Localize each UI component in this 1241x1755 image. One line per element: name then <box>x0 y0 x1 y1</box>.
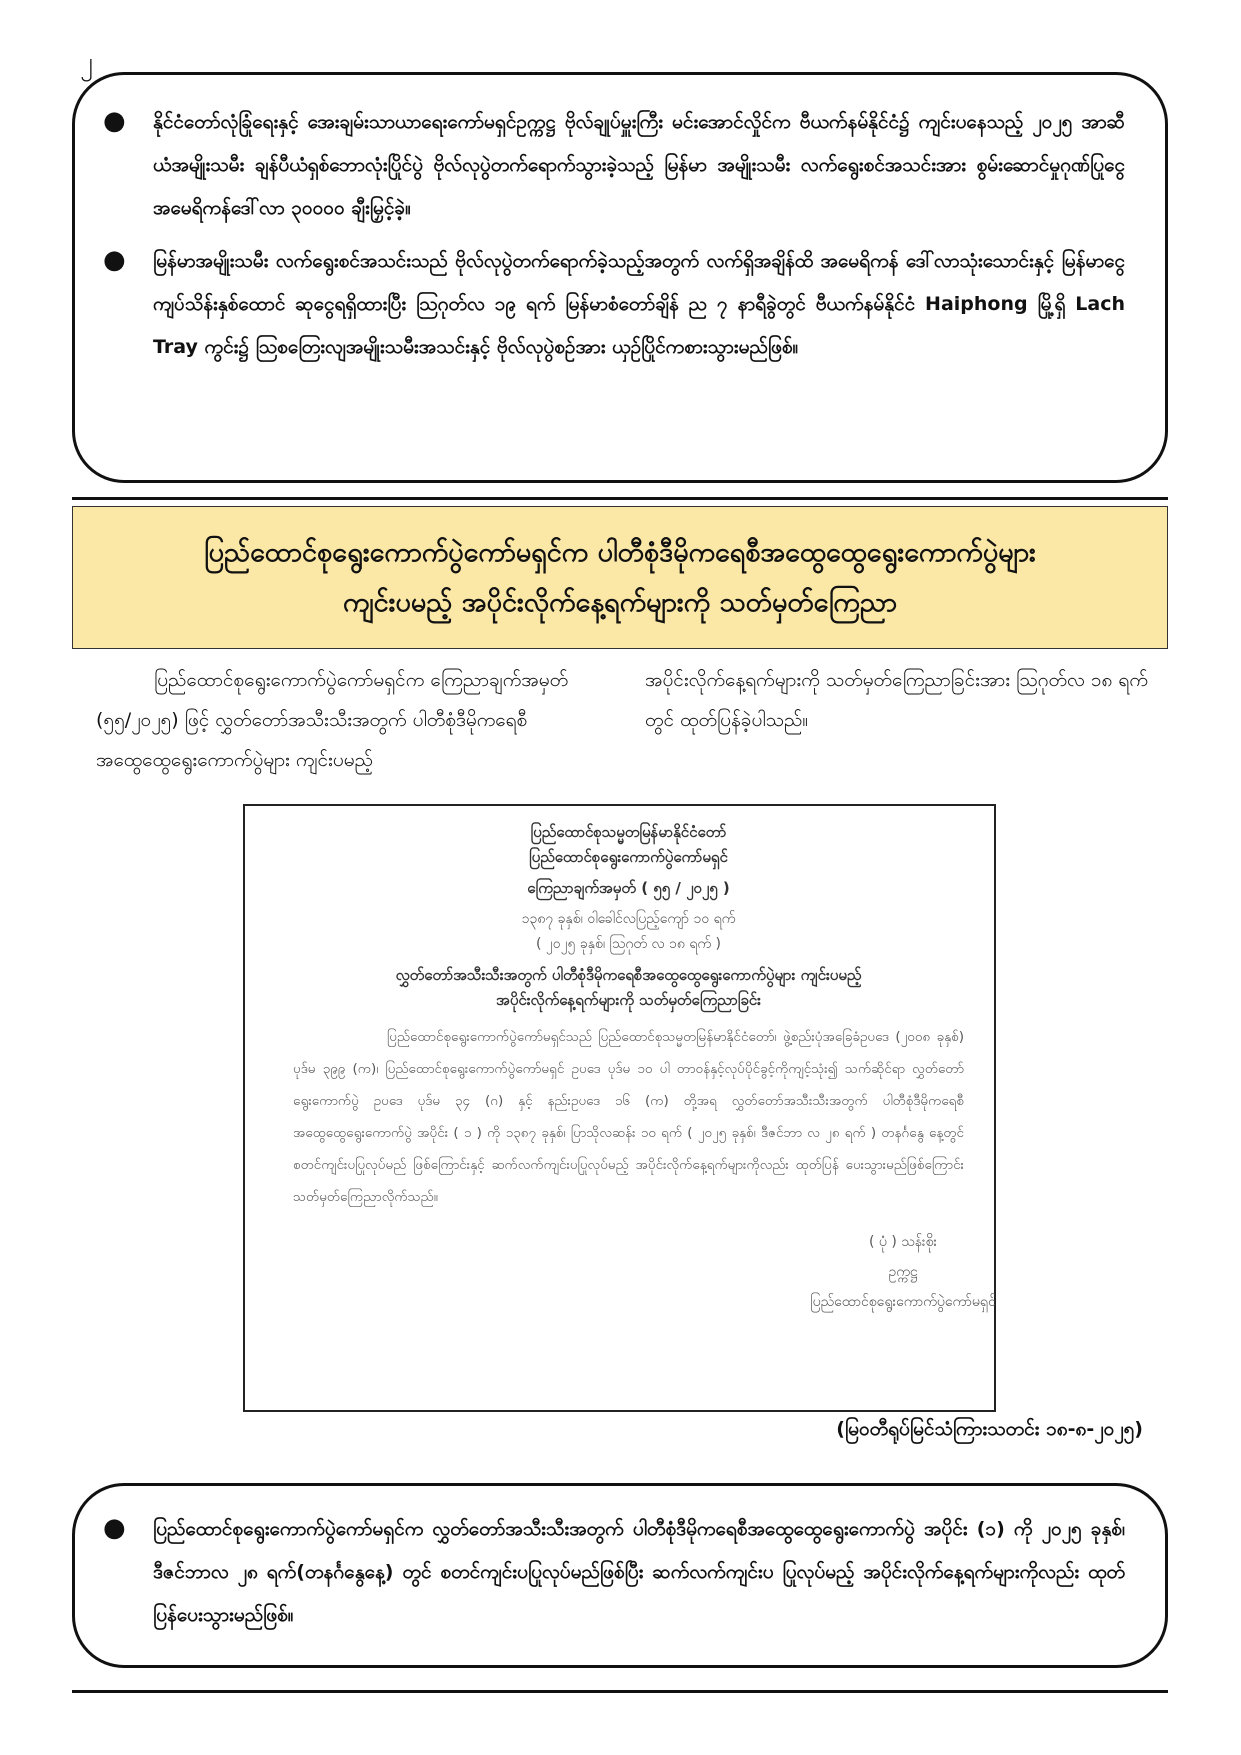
bullet-item <box>103 101 1125 230</box>
notice-header-2: ပြည်ထောင်စုရွေးကောက်ပွဲကော်မရှင် <box>529 848 728 866</box>
summary-box-bottom <box>72 1483 1168 1668</box>
page-number: ၂ <box>80 47 93 77</box>
summary-box-top <box>72 72 1168 483</box>
notice-body-text: ပြည်ထောင်စုရွေးကောက်ပွဲကော်မရှင်သည် ပြည်ထောင်စုသမ္မတမြန်မာနိုင်ငံတော်၊ ဖွဲ့စည်းပုံအခြေခံဥပဒေ (၂၀၀၈ ခုနှစ်) ပုဒ်မ ၃၉၉ (က)၊ ပြည်ထောင်စုရွေးကောက်ပွဲကော်မရှင် ဥပဒေ ပုဒ်မ ၁၀ ပါ တာဝန်နှင့်လုပ်ပိုင်ခွင့်ကိုကျင့်သုံး၍ သက်ဆိုင်ရာ လွှတ်တော်ရွေးကောက်ပွဲ ဥပဒေ ပုဒ်မ ၃၄ (ဂ) နှင့် နည်းဥပဒေ ၁၆ (က) တို့အရ လွှတ်တော်အသီးသီးအတွက် ပါတီစုံဒီမိုကရေစီအထွေထွေရွေးကောက်ပွဲ အပိုင်း ( ၁ ) ကို ၁၃၈၇ ခုနှစ်၊ ပြာသိုလဆန်း ၁၀ ရက် ( ၂၀၂၅ ခုနှစ်၊ ဒီဇင်ဘာ လ ၂၈ ရက် ) တနင်္ဂနွေ နေ့တွင် စတင်ကျင်းပပြုလုပ်မည် ဖြစ်ကြောင်းနှင့် ဆက်လက်ကျင်းပပြုလုပ်မည့် အပိုင်းလိုက်နေ့ရက်များကိုလည်း ထုတ်ပြန် ပေးသွားမည်ဖြစ်ကြောင်း သတ်မှတ်ကြေညာလိုက်သည်။ <box>293 1029 964 1205</box>
signature-name: ( ပုံ ) သန်းစိုး <box>868 1234 938 1250</box>
bullet-item <box>103 240 1125 369</box>
official-notice-image <box>243 804 996 1412</box>
bullet-icon: ● <box>103 1513 126 1543</box>
bullet-text: နိုင်ငံတော်လုံခြုံရေးနှင့် အေးချမ်းသာယာရေးကော်မရှင်ဥက္ကဋ္ဌ ဗိုလ်ချုပ်မှူးကြီး မင်းအောင်လှိုင်က ဗီယက်နမ်နိုင်ငံ၌ ကျင်းပနေသည့် ၂၀၂၅ အာဆီယံအမျိုးသမီး ချန်ပီယံရှစ်ဘောလုံးပြိုင်ပွဲ ဗိုလ်လုပွဲတက်ရောက်သွားခဲ့သည့် မြန်မာ အမျိုးသမီး လက်ရွေးစင်အသင်းအား စွမ်းဆောင်မှုဂုဏ်ပြုငွေ အမေရိကန်ဒေါ်လာ ၃၀၀၀၀ ချီးမြှင့်ခဲ့။ <box>153 111 1125 219</box>
divider-line <box>72 497 1168 500</box>
notice-date-1: ၁၃၈၇ ခုနှစ်၊ ဝါခေါင်လပြည့်ကျော် ၁၀ ရက် <box>521 911 736 927</box>
notice-header-1: ပြည်ထောင်စုသမ္မတမြန်မာနိုင်ငံတော် <box>530 823 727 841</box>
article-column-right: အပိုင်းလိုက်နေ့ရက်များကို သတ်မှတ်ကြေညာခြင်းအား ဩဂုတ်လ ၁၈ ရက်တွင် ထုတ်ပြန်ခဲ့ပါသည်။ <box>645 669 1148 731</box>
source-credit: (မြဝတီရုပ်မြင်သံကြားသတင်း ၁၈-၈-၂၀၂၅) <box>836 1418 1143 1440</box>
notice-title-2: အပိုင်းလိုက်နေ့ရက်များကို သတ်မှတ်ကြေညာခြင်း <box>496 991 761 1009</box>
bullet-icon: ● <box>103 106 126 136</box>
notice-body <box>293 1021 964 1213</box>
notice-title-1: လွှတ်တော်အသီးသီးအတွက် ပါတီစုံဒီမိုကရေစီအထွေထွေရွေးကောက်ပွဲများ ကျင်းပမည့် <box>395 966 862 984</box>
signature-title: ဥက္ကဋ္ဌ <box>888 1264 918 1280</box>
headline-line-1: ပြည်ထောင်စုရွေးကောက်ပွဲကော်မရှင်က ပါတီစုံဒီမိုကရေစီအထွေထွေရွေးကောက်ပွဲများ <box>204 536 1036 568</box>
bullet-text: ပြည်ထောင်စုရွေးကောက်ပွဲကော်မရှင်က လွှတ်တော်အသီးသီးအတွက် ပါတီစုံဒီမိုကရေစီအထွေထွေရွေးကောက်ပွဲ အပိုင်း (၁) ကို ၂၀၂၅ ခုနှစ်၊ ဒီဇင်ဘာလ ၂၈ ရက်(တနင်္ဂနွေနေ့) တွင် စတင်ကျင်းပပြုလုပ်မည်ဖြစ်ပြီး ဆက်လက်ကျင်းပ ပြုလုပ်မည့် အပိုင်းလိုက်နေ့ရက်များကိုလည်း ထုတ်ပြန်ပေးသွားမည်ဖြစ်။ <box>153 1518 1125 1626</box>
bullet-item <box>103 1508 1125 1637</box>
signature-organization: ပြည်ထောင်စုရွေးကောက်ပွဲကော်မရှင် <box>810 1294 996 1310</box>
notice-reference: ကြေညာချက်အမှတ် ( ၅၅ / ၂၀၂၅ ) <box>527 879 730 897</box>
notice-date-2: ( ၂၀၂၅ ခုနှစ်၊ ဩဂုတ် လ ၁၈ ရက် ) <box>535 936 722 952</box>
divider-line <box>72 1690 1168 1693</box>
bullet-icon: ● <box>103 245 126 275</box>
headline-banner <box>72 506 1168 649</box>
bullet-text: မြန်မာအမျိုးသမီး လက်ရွေးစင်အသင်းသည် ဗိုလ်လုပွဲတက်ရောက်ခဲ့သည့်အတွက် လက်ရှိအချိန်ထိ အမေရိကန် ဒေါ်လာသုံးသောင်းနှင့် မြန်မာငွေကျပ်သိန်းနှစ်ထောင် ဆုငွေရရှိထားပြီး ဩဂုတ်လ ၁၉ ရက် မြန်မာစံတော်ချိန် ည ၇ နာရီခွဲတွင် ဗီယက်နမ်နိုင်ငံ Haiphong မြို့ရှိ Lach Tray ကွင်း၌ ဩစတြေးလျအမျိုးသမီးအသင်းနှင့် ဗိုလ်လုပွဲစဉ်အား ယှဉ်ပြိုင်ကစားသွားမည်ဖြစ်။ <box>153 250 1125 358</box>
headline-line-2: ကျင်းပမည့် အပိုင်းလိုက်နေ့ရက်များကို သတ်မှတ်ကြေညာ <box>342 586 898 618</box>
article-column-left: ပြည်ထောင်စုရွေးကောက်ပွဲကော်မရှင်က ကြေညာချက်အမှတ် (၅၅/၂၀၂၅) ဖြင့် လွှတ်တော်အသီးသီးအတွက် ပါတီစုံဒီမိုကရေစီအထွေထွေရွေးကောက်ပွဲများ ကျင်းပမည့် <box>96 669 569 771</box>
